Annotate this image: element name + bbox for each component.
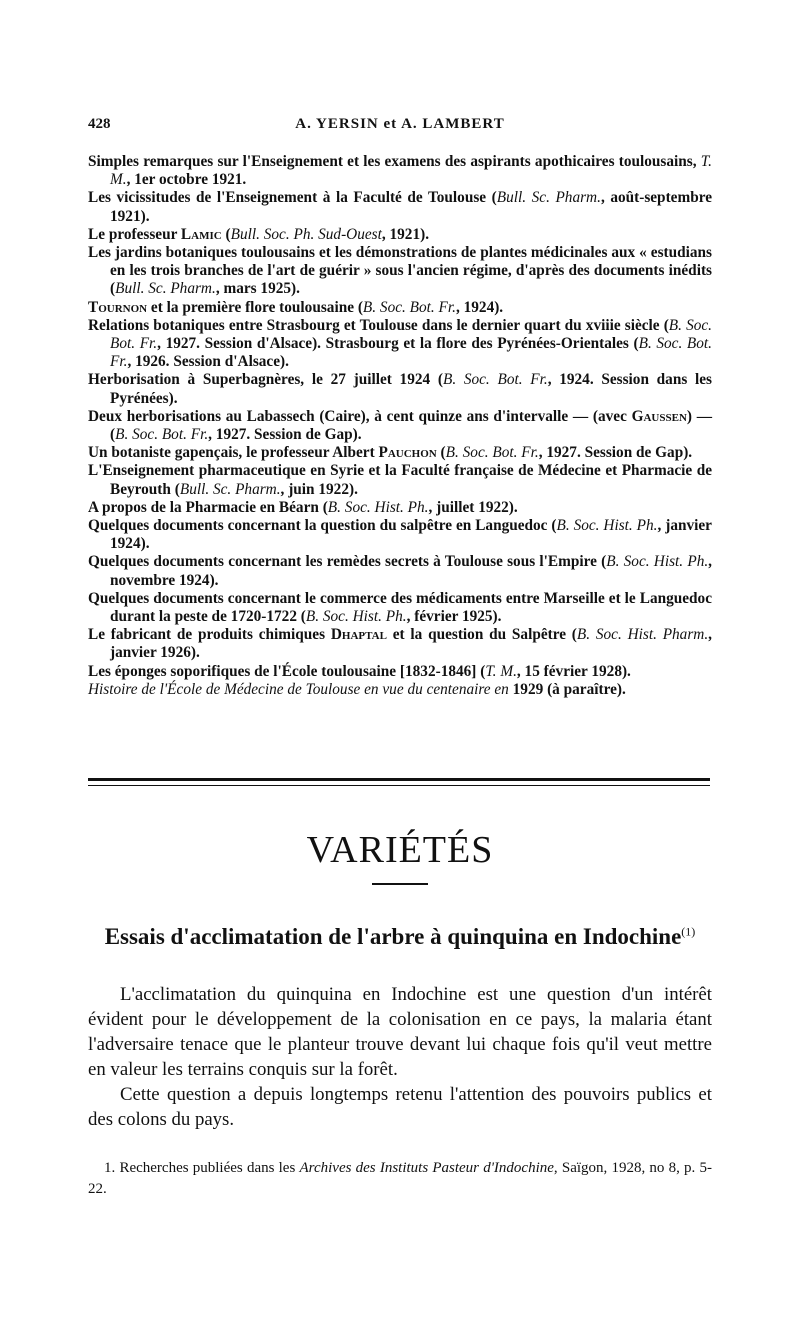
citation-source: T. M. [485, 662, 517, 680]
entry-text: , 1926. Session d'Alsace). [127, 353, 289, 371]
entry-text: Les vicissitudes de l'Enseignement à la Faculté de Toulouse ( [88, 189, 497, 207]
entry-text: Un botaniste gapençais, le professeur Albert [88, 444, 379, 462]
bibliography-entry [88, 317, 712, 372]
entry-text: 1929 (à paraître). [508, 680, 626, 698]
entry-text: , 1er octobre 1921. [126, 171, 247, 189]
person-name: Lamic [180, 225, 222, 243]
citation-source: Bull. Sc. Pharm. [115, 280, 216, 298]
entry-text: ( [221, 225, 231, 243]
footnote [88, 1158, 712, 1200]
running-title: A. YERSIN et A. LAMBERT [295, 116, 505, 132]
entry-text: , novembre 1924). [110, 553, 712, 589]
bibliography-entry [88, 244, 712, 299]
entry-text: Les éponges soporifiques de l'École toulousaine [1832-1846] ( [88, 662, 486, 680]
bibliography-entry [88, 499, 712, 517]
article-title [88, 924, 712, 950]
citation-source: B. Soc. Bot. Fr. [110, 335, 712, 371]
entry-text: Quelques documents concernant le commerce des médicaments entre Marseille et le Languedoc durant la peste de 1720-1722 ( [88, 589, 712, 626]
entry-text: , août-septembre 1921). [110, 189, 713, 225]
bibliography-entry [88, 371, 712, 407]
entry-text: L'Enseignement pharmaceutique en Syrie et la Faculté française de Médecine et Pharmacie de Beyrouth ( [88, 462, 712, 498]
entry-text: et la question du Salpêtre ( [386, 626, 577, 644]
section-title: VARIÉTÉS [306, 829, 494, 871]
citation-source: Histoire de l'École de Médecine de Toulouse en vue du centenaire en [88, 680, 509, 698]
entry-text: Quelques documents concernant les remèdes secrets à Toulouse sous l'Empire ( [88, 553, 607, 571]
article-body [88, 982, 712, 1132]
bibliography-list [88, 153, 712, 699]
bibliography-entry [88, 226, 712, 244]
entry-text: , 1927. Session de Gap). [538, 444, 693, 462]
citation-source: B. Soc. Hist. Ph. [305, 608, 407, 626]
citation-source: Bull. Sc. Pharm. [496, 189, 601, 207]
entry-text: , janvier 1926). [110, 626, 712, 662]
entry-text: Relations botaniques entre Strasbourg et Toulouse dans le dernier quart du xviiie siècle ( [88, 316, 669, 334]
bibliography-entry [88, 462, 712, 498]
section-divider-thin [88, 785, 710, 787]
entry-text: A propos de la Pharmacie en Béarn ( [88, 498, 328, 516]
entry-text: , 1921). [381, 225, 430, 243]
person-name: Pauchon [378, 444, 437, 462]
entry-text: , 1924. Session dans les Pyrénées). [110, 371, 713, 407]
bibliography-entry [88, 153, 712, 189]
entry-text: , Saïgon, 1928, no 8, p. 5-22. [88, 1160, 712, 1197]
article-title-text: Essais d'acclimatation de l'arbre à quinquina en Indochine [104, 924, 682, 949]
citation-source: Archives des Instituts Pasteur d'Indochine [299, 1160, 554, 1176]
bibliography-entry [88, 189, 712, 225]
citation-source: B. Soc. Hist. Ph. [327, 498, 429, 516]
bibliography-entry [88, 444, 712, 462]
citation-source: T. M. [110, 153, 712, 189]
title-underline [372, 883, 428, 885]
bibliography-entry [88, 517, 712, 553]
footnote-mark: (1) [681, 924, 696, 939]
entry-text: Herborisation à Superbagnères, le 27 juillet 1924 ( [88, 371, 443, 389]
bibliography-entry [88, 408, 712, 444]
person-name: Gaussen [631, 407, 687, 425]
citation-source: B. Soc. Bot. Fr. [442, 371, 548, 389]
body-paragraph: L'acclimatation du quinquina en Indochine est une question d'un intérêt évident pour le développement de la colonisation en ce pays, la malaria étant l'adversaire tenace que le planteur trouve devant lui chaque fois qu'il veut mettre en valeur les terrains conquis sur la forêt. [88, 984, 712, 1080]
person-name: Dhaptal [330, 626, 387, 644]
entry-text: Le fabricant de produits chimiques [88, 626, 331, 644]
bibliography-entry [88, 299, 712, 317]
citation-source: B. Soc. Hist. Ph. [606, 553, 709, 571]
bibliography-entry [88, 590, 712, 626]
entry-text: Les jardins botaniques toulousains et les démonstrations de plantes médicinales aux « estudians en les trois branches de l'art de guérir » sous l'ancien régime, d'après des documents inédits ( [88, 244, 712, 298]
entry-text: , 1927. Session de Gap). [208, 426, 362, 444]
bibliography-entry [88, 553, 712, 589]
entry-text: ( [436, 444, 446, 462]
citation-source: B. Soc. Bot. Fr. [115, 426, 209, 444]
entry-text: , mars 1925). [215, 280, 300, 298]
citation-source: B. Soc. Hist. Pharm. [576, 626, 709, 644]
entry-text: et la première flore toulousaine ( [147, 298, 363, 316]
entry-text: Quelques documents concernant la question du salpêtre en Languedoc ( [88, 517, 557, 535]
entry-text: Deux herborisations au Labassech (Caire), à cent quinze ans d'intervalle — (avec [88, 407, 632, 425]
entry-text: Le professeur [88, 225, 181, 243]
section-divider-thick [88, 778, 710, 784]
citation-source: B. Soc. Bot. Fr. [362, 298, 456, 316]
entry-text: Simples remarques sur l'Enseignement et les examens des aspirants apothicaires toulousains, [88, 153, 701, 170]
entry-text: , 1927. Session d'Alsace). Strasbourg et la flore des Pyrénées-Orientales ( [157, 335, 639, 353]
footnote-text [88, 1158, 712, 1200]
bibliography-entry [88, 663, 712, 681]
citation-source: Bull. Sc. Pharm. [179, 480, 281, 498]
bibliography-entry [88, 626, 712, 662]
entry-text: , janvier 1924). [110, 517, 712, 553]
bibliography-entry [88, 681, 712, 699]
citation-source: B. Soc. Hist. Ph. [556, 517, 658, 535]
entry-text: ) — ( [110, 407, 713, 444]
page-header [88, 116, 712, 136]
citation-source: Bull. Soc. Ph. Sud-Ouest [230, 225, 382, 243]
entry-text: , 15 février 1928). [516, 662, 631, 680]
entry-text: , 1924). [455, 298, 504, 316]
person-name: Tournon [88, 298, 148, 316]
entry-text: , juillet 1922). [428, 498, 518, 516]
citation-source: B. Soc. Bot. Fr. [110, 316, 712, 353]
entry-text: 1. Recherches publiées dans les [104, 1160, 300, 1176]
entry-text: , février 1925). [406, 608, 502, 626]
page-number: 428 [88, 116, 111, 132]
body-paragraph: Cette question a depuis longtemps retenu l'attention des pouvoirs publics et des colons du pays. [88, 1084, 712, 1130]
entry-text: , juin 1922). [280, 480, 358, 498]
citation-source: B. Soc. Bot. Fr. [445, 444, 539, 462]
